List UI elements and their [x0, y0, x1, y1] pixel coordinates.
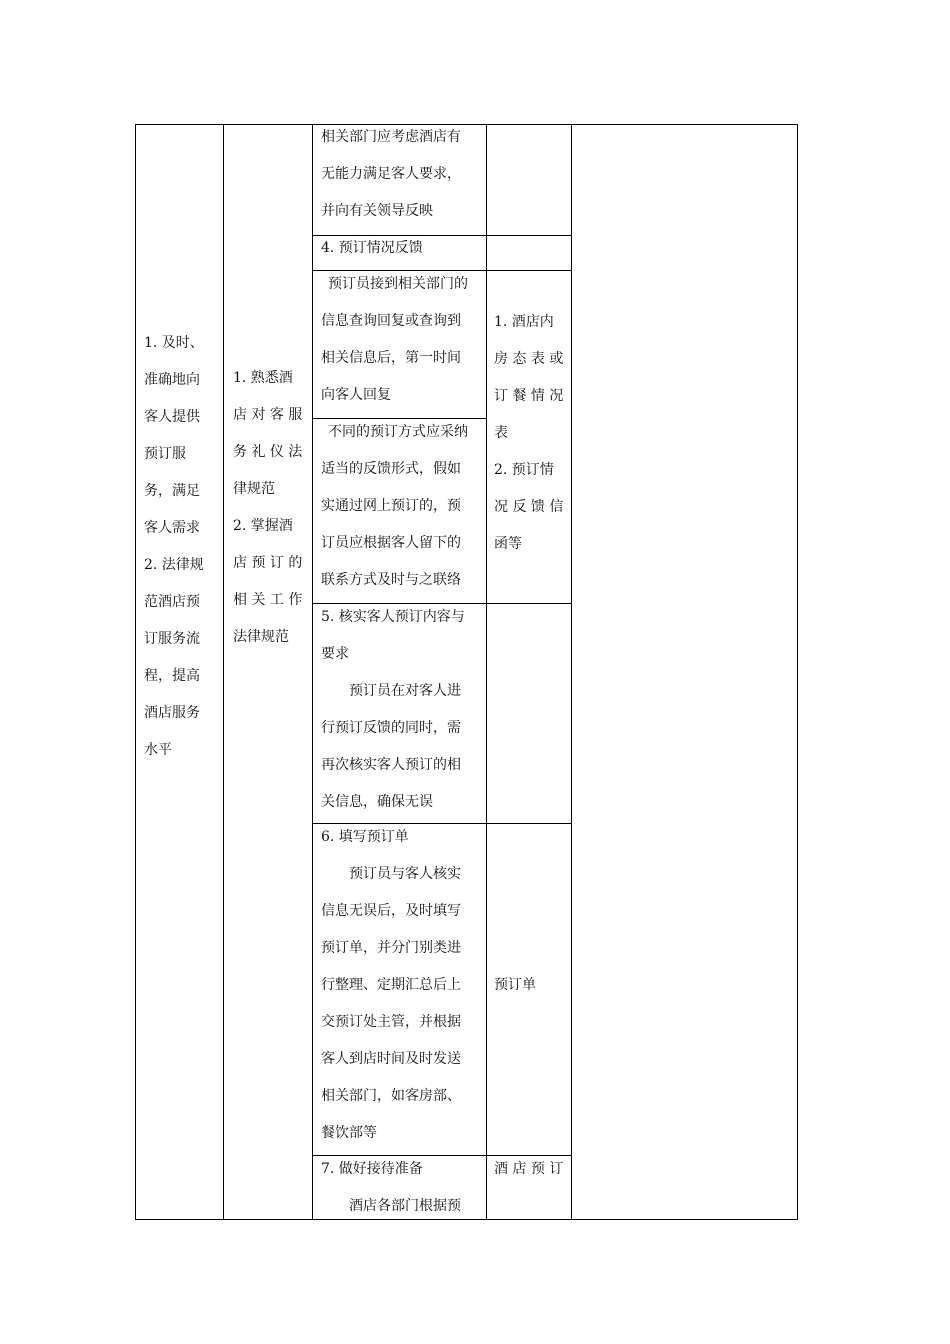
procedure-cell-report: 相关部门应考虑酒店有 无能力满足客人要求， 并向有关领导反映: [321, 129, 461, 219]
column-divider: [486, 124, 487, 1220]
procedure-step-title: 4. 预订情况反馈: [321, 240, 423, 256]
procedure-cell-feedback: 不同的预订方式应采纳 适当的反馈形式，假如 实通过网上预订的，预 订员应根据客人留下的 联系方式及时与之联络: [321, 424, 468, 588]
knowledge-cell: 1. 熟悉酒 店 对 客 服 务 礼 仪 法 律规范 2. 掌握酒 店 预 订 的 相 关 工 作 法律规范: [233, 370, 303, 645]
procedure-cell-reception: 7. 做好接待准备 酒店各部门根据预: [321, 1161, 461, 1214]
procedure-cell-reply: 预订员接到相关部门的 信息查询回复或查询到 相关信息后，第一时间 向客人回复: [321, 276, 468, 403]
procedure-cell-fill-form: 6. 填写预订单 预订员与客人核实 信息无误后，及时填写 预订单，并分门别类进 行整理、定期汇总后上 交预订处主管，并根据 客人到店时间及时发送 相关部门，如客房部、 餐饮部等: [321, 829, 461, 1141]
column-divider: [571, 124, 572, 1220]
documents-form: 预订单: [494, 977, 536, 993]
procedure-cell-verify: 5. 核实客人预订内容与 要求 预订员在对客人进 行预订反馈的同时，需 再次核实客人预订的相 关信息，确保无误: [321, 609, 465, 810]
column-divider: [223, 124, 224, 1220]
documents-booking: 酒 店 预 订: [494, 1161, 564, 1177]
documents-cell: 1. 酒店内 房 态 表 或 订 餐 情 况 表 2. 预订情 况 反 馈 信 函等: [494, 314, 564, 552]
objectives-cell: 1. 及时、 准确地向 客人提供 预订服 务，满足 客人需求 2. 法律规 范酒店预 订服务流 程，提高 酒店服务 水平: [144, 335, 204, 758]
column-divider: [312, 124, 313, 1220]
